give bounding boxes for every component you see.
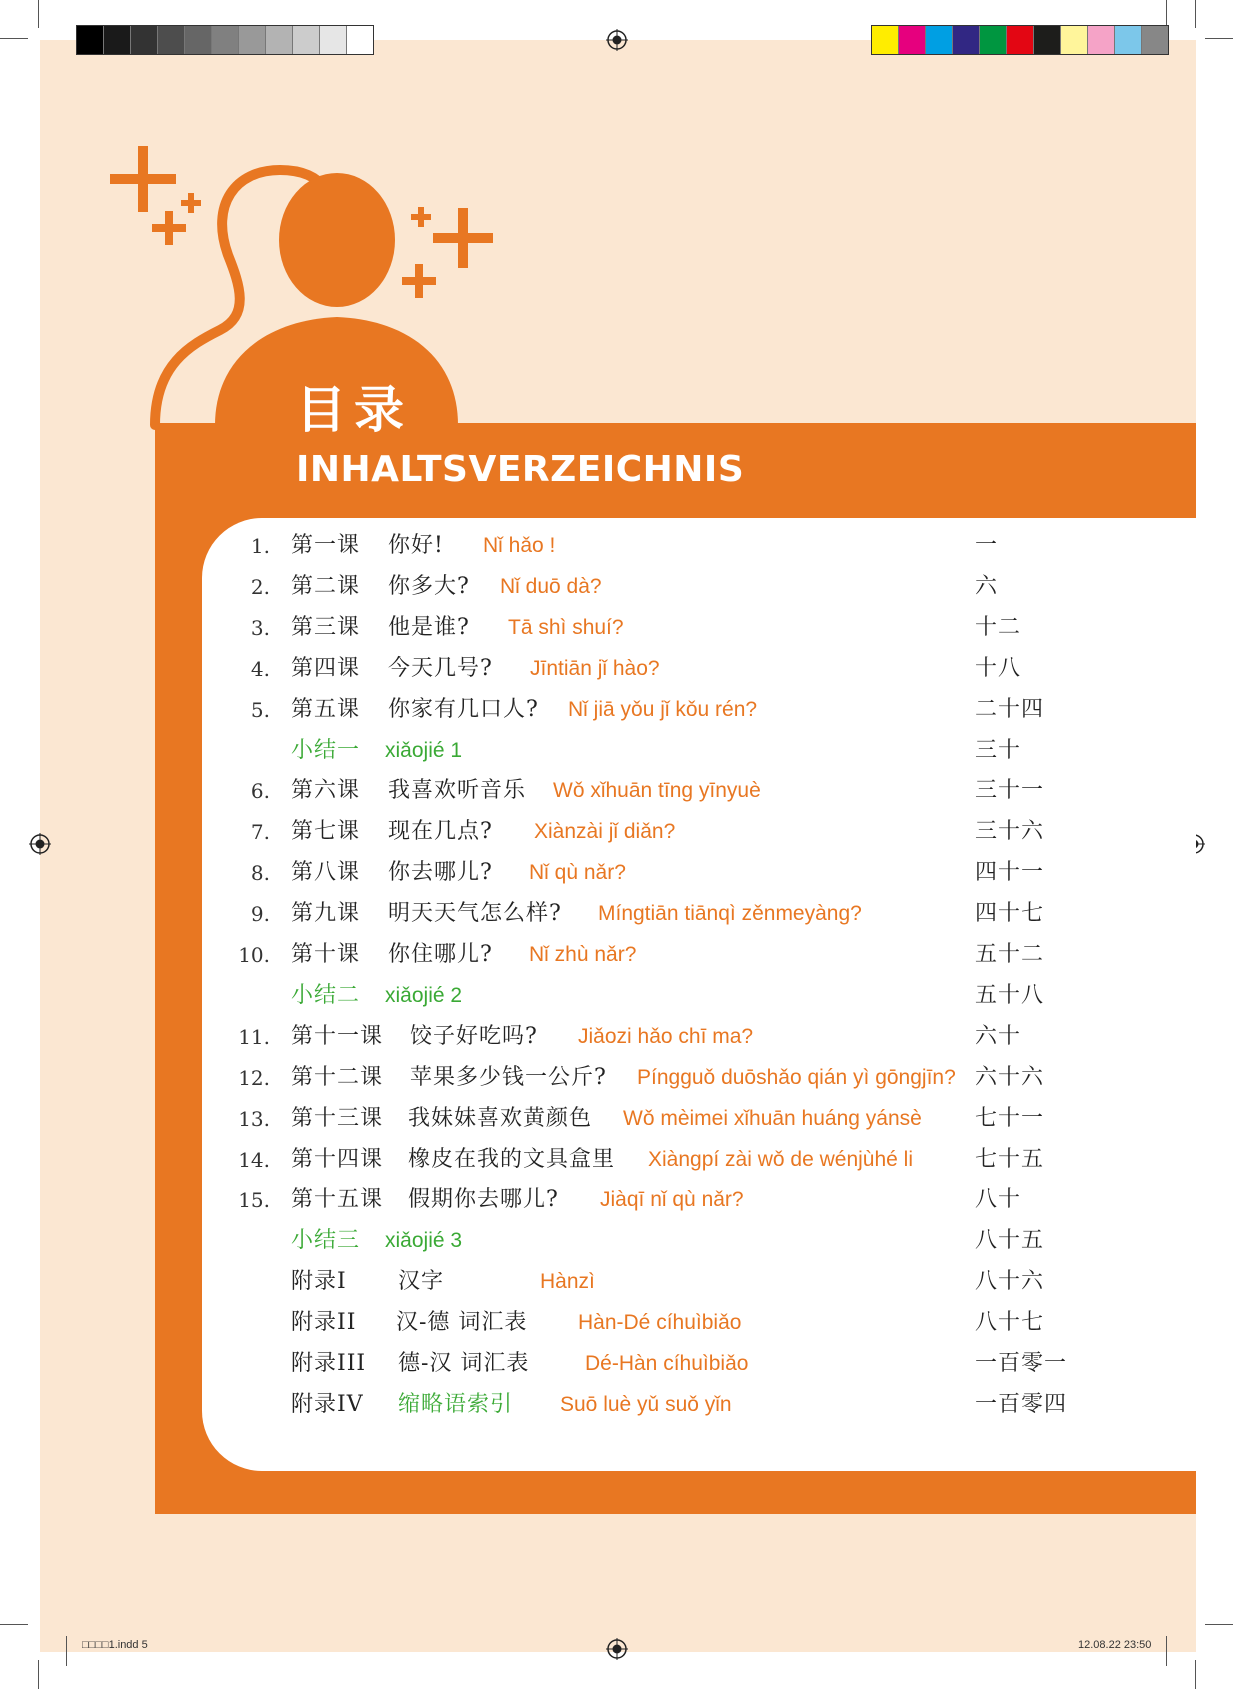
toc-row[interactable] bbox=[0, 731, 1233, 771]
toc-page-number: 八十七 bbox=[975, 1310, 1045, 1335]
crop-mark bbox=[1205, 1624, 1233, 1625]
crop-mark bbox=[1205, 38, 1233, 39]
toc-row[interactable] bbox=[0, 1344, 1233, 1384]
page-title-german: INHALTSVERZEICHNIS bbox=[296, 449, 745, 490]
toc-title: xiǎojié 1 bbox=[385, 739, 463, 762]
toc-title: 汉字 bbox=[398, 1269, 445, 1294]
toc-number: 4. bbox=[250, 657, 270, 681]
toc-page-number: 一百零四 bbox=[975, 1392, 1068, 1417]
toc-row[interactable] bbox=[0, 1017, 1233, 1057]
page-title-chinese: 目录 bbox=[296, 381, 412, 439]
toc-lesson-label: 第五课 bbox=[291, 697, 361, 722]
toc-row[interactable] bbox=[0, 526, 1233, 566]
toc-number: 11. bbox=[238, 1025, 270, 1049]
toc-page-number: 七十五 bbox=[975, 1147, 1045, 1172]
toc-number: 8. bbox=[250, 861, 270, 885]
crop-mark bbox=[1166, 1636, 1167, 1666]
toc-lesson-label: 第三课 bbox=[291, 615, 361, 640]
toc-number: 1. bbox=[250, 534, 270, 558]
process-color-bar bbox=[871, 25, 1169, 55]
toc-lesson-label: 第一课 bbox=[291, 533, 361, 558]
toc-page-number: 三十六 bbox=[975, 819, 1045, 844]
toc-pinyin: Xiànzài jǐ diǎn? bbox=[534, 820, 676, 843]
toc-page-number: 六 bbox=[975, 574, 999, 599]
toc-row[interactable] bbox=[0, 771, 1233, 811]
toc-lesson-label: 第十三课 bbox=[291, 1106, 384, 1131]
toc-summary-label: 小结一 bbox=[291, 738, 361, 763]
toc-page-number: 三十一 bbox=[975, 778, 1045, 803]
toc-summary-label: 小结三 bbox=[291, 1228, 361, 1253]
toc-lesson-label: 附录IV bbox=[291, 1392, 364, 1417]
toc-pinyin: Nǐ jiā yǒu jǐ kǒu rén? bbox=[568, 698, 758, 721]
toc-pinyin: Dé-Hàn cíhuìbiǎo bbox=[585, 1352, 749, 1375]
toc-title: 你住哪儿? bbox=[388, 942, 493, 967]
toc-title: 假期你去哪儿? bbox=[408, 1187, 559, 1212]
toc-row[interactable] bbox=[0, 1385, 1233, 1425]
toc-title: 明天天气怎么样? bbox=[388, 901, 562, 926]
toc-pinyin: Jiǎozi hǎo chī ma? bbox=[578, 1025, 754, 1048]
toc-row[interactable] bbox=[0, 690, 1233, 730]
toc-number: 12. bbox=[238, 1066, 270, 1090]
toc-title: 你好! bbox=[388, 533, 444, 558]
toc-pinyin: Hàn-Dé cíhuìbiǎo bbox=[578, 1311, 742, 1334]
toc-row[interactable] bbox=[0, 608, 1233, 648]
toc-pinyin: Nǐ duō dà? bbox=[500, 575, 602, 598]
toc-lesson-label: 第十一课 bbox=[291, 1024, 384, 1049]
toc-title: xiǎojié 2 bbox=[385, 984, 463, 1007]
toc-page-number: 八十五 bbox=[975, 1228, 1045, 1253]
toc-page-number: 四十七 bbox=[975, 901, 1045, 926]
toc-title: 苹果多少钱一公斤? bbox=[410, 1065, 607, 1090]
crop-mark bbox=[1195, 0, 1196, 28]
toc-row[interactable] bbox=[0, 894, 1233, 934]
toc-title: 橡皮在我的文具盒里 bbox=[408, 1147, 616, 1172]
toc-title: 缩略语索引 bbox=[398, 1392, 514, 1417]
toc-row[interactable] bbox=[0, 1221, 1233, 1261]
toc-pinyin: Suō luè yǔ suǒ yǐn bbox=[560, 1393, 732, 1416]
toc-pinyin: Xiàngpí zài wǒ de wénjùhé li bbox=[648, 1148, 914, 1171]
toc-page-number: 六十 bbox=[975, 1024, 1022, 1049]
toc-page-number: 七十一 bbox=[975, 1106, 1045, 1131]
toc-row[interactable] bbox=[0, 1099, 1233, 1139]
crop-mark bbox=[1195, 1660, 1196, 1689]
toc-number: 14. bbox=[238, 1148, 270, 1172]
print-slug-file: □□□□1.indd 5 bbox=[82, 1639, 148, 1651]
toc-row[interactable] bbox=[0, 567, 1233, 607]
toc-number: 5. bbox=[250, 698, 270, 722]
toc-number: 15. bbox=[238, 1188, 270, 1212]
toc-page-number: 一百零一 bbox=[975, 1351, 1068, 1376]
toc-row[interactable] bbox=[0, 812, 1233, 852]
toc-lesson-label: 第十五课 bbox=[291, 1187, 384, 1212]
toc-pinyin: Wǒ mèimei xǐhuān huáng yánsè bbox=[623, 1107, 922, 1130]
toc-pinyin: Jīntiān jǐ hào? bbox=[530, 657, 660, 680]
registration-mark-icon bbox=[606, 1638, 628, 1660]
toc-number: 3. bbox=[250, 616, 270, 640]
toc-title: 汉-德 词汇表 bbox=[396, 1310, 528, 1335]
toc-pinyin: Nǐ zhù nǎr? bbox=[529, 943, 637, 966]
toc-row[interactable] bbox=[0, 1058, 1233, 1098]
toc-title: xiǎojié 3 bbox=[385, 1229, 463, 1252]
toc-lesson-label: 第八课 bbox=[291, 860, 361, 885]
toc-lesson-label: 第十二课 bbox=[291, 1065, 384, 1090]
crop-mark bbox=[0, 1624, 28, 1625]
toc-lesson-label: 第二课 bbox=[291, 574, 361, 599]
toc-lesson-label: 第十课 bbox=[291, 942, 361, 967]
toc-lesson-label: 第十四课 bbox=[291, 1147, 384, 1172]
toc-pinyin: Wǒ xǐhuān tīng yīnyuè bbox=[553, 779, 761, 802]
toc-lesson-label: 第六课 bbox=[291, 778, 361, 803]
toc-page-number: 三十 bbox=[975, 738, 1022, 763]
toc-row[interactable] bbox=[0, 1262, 1233, 1302]
toc-row[interactable] bbox=[0, 853, 1233, 893]
toc-pinyin: Hànzì bbox=[540, 1270, 595, 1293]
toc-row[interactable] bbox=[0, 976, 1233, 1016]
toc-pinyin: Míngtiān tiānqì zěnmeyàng? bbox=[598, 902, 862, 925]
crop-mark bbox=[38, 0, 39, 28]
toc-pinyin: Jiàqī nǐ qù nǎr? bbox=[600, 1188, 744, 1211]
toc-page-number: 八十六 bbox=[975, 1269, 1045, 1294]
toc-lesson-label: 附录III bbox=[291, 1351, 367, 1376]
toc-lesson-label: 附录I bbox=[291, 1269, 347, 1294]
toc-title: 今天几号? bbox=[388, 656, 493, 681]
toc-summary-label: 小结二 bbox=[291, 983, 361, 1008]
toc-pinyin: Nǐ hǎo ! bbox=[483, 534, 556, 557]
toc-number: 9. bbox=[250, 902, 270, 926]
toc-page-number: 十八 bbox=[975, 656, 1022, 681]
toc-row[interactable] bbox=[0, 935, 1233, 975]
toc-lesson-label: 第四课 bbox=[291, 656, 361, 681]
toc-number: 10. bbox=[238, 943, 270, 967]
crop-mark bbox=[0, 38, 28, 39]
grayscale-color-bar bbox=[76, 25, 374, 55]
toc-title: 他是谁? bbox=[388, 615, 470, 640]
toc-title: 现在几点? bbox=[388, 819, 493, 844]
toc-pinyin: Píngguǒ duōshǎo qián yì gōngjīn? bbox=[637, 1066, 956, 1089]
toc-row[interactable] bbox=[0, 1140, 1233, 1180]
toc-title: 你多大? bbox=[388, 574, 470, 599]
toc-number: 7. bbox=[250, 820, 270, 844]
print-slug-date: 12.08.22 23:50 bbox=[1078, 1639, 1152, 1651]
toc-lesson-label: 第七课 bbox=[291, 819, 361, 844]
toc-row[interactable] bbox=[0, 649, 1233, 689]
toc-page-number: 八十 bbox=[975, 1187, 1022, 1212]
toc-lesson-label: 第九课 bbox=[291, 901, 361, 926]
toc-page-number: 五十二 bbox=[975, 942, 1045, 967]
toc-page-number: 十二 bbox=[975, 615, 1022, 640]
crop-mark bbox=[38, 1660, 39, 1689]
toc-page-number: 四十一 bbox=[975, 860, 1045, 885]
toc-number: 2. bbox=[250, 575, 270, 599]
toc-page-number: 六十六 bbox=[975, 1065, 1045, 1090]
toc-pinyin: Nǐ qù nǎr? bbox=[529, 861, 626, 884]
toc-row[interactable] bbox=[0, 1180, 1233, 1220]
toc-title: 你去哪儿? bbox=[388, 860, 493, 885]
crop-mark bbox=[66, 1636, 67, 1666]
toc-title: 你家有几口人? bbox=[388, 697, 539, 722]
toc-title: 饺子好吃吗? bbox=[410, 1024, 538, 1049]
toc-title: 我喜欢听音乐 bbox=[388, 778, 527, 803]
toc-row[interactable] bbox=[0, 1303, 1233, 1343]
toc-page-number: 五十八 bbox=[975, 983, 1045, 1008]
toc-page-number: 一 bbox=[975, 533, 999, 558]
toc-pinyin: Tā shì shuí? bbox=[508, 616, 624, 639]
toc-number: 6. bbox=[250, 779, 270, 803]
toc-page-number: 二十四 bbox=[975, 697, 1045, 722]
toc-title: 我妹妹喜欢黄颜色 bbox=[408, 1106, 593, 1131]
registration-mark-icon bbox=[606, 29, 628, 51]
toc-number: 13. bbox=[238, 1107, 270, 1131]
toc-lesson-label: 附录II bbox=[291, 1310, 357, 1335]
toc-title: 德-汉 词汇表 bbox=[398, 1351, 530, 1376]
